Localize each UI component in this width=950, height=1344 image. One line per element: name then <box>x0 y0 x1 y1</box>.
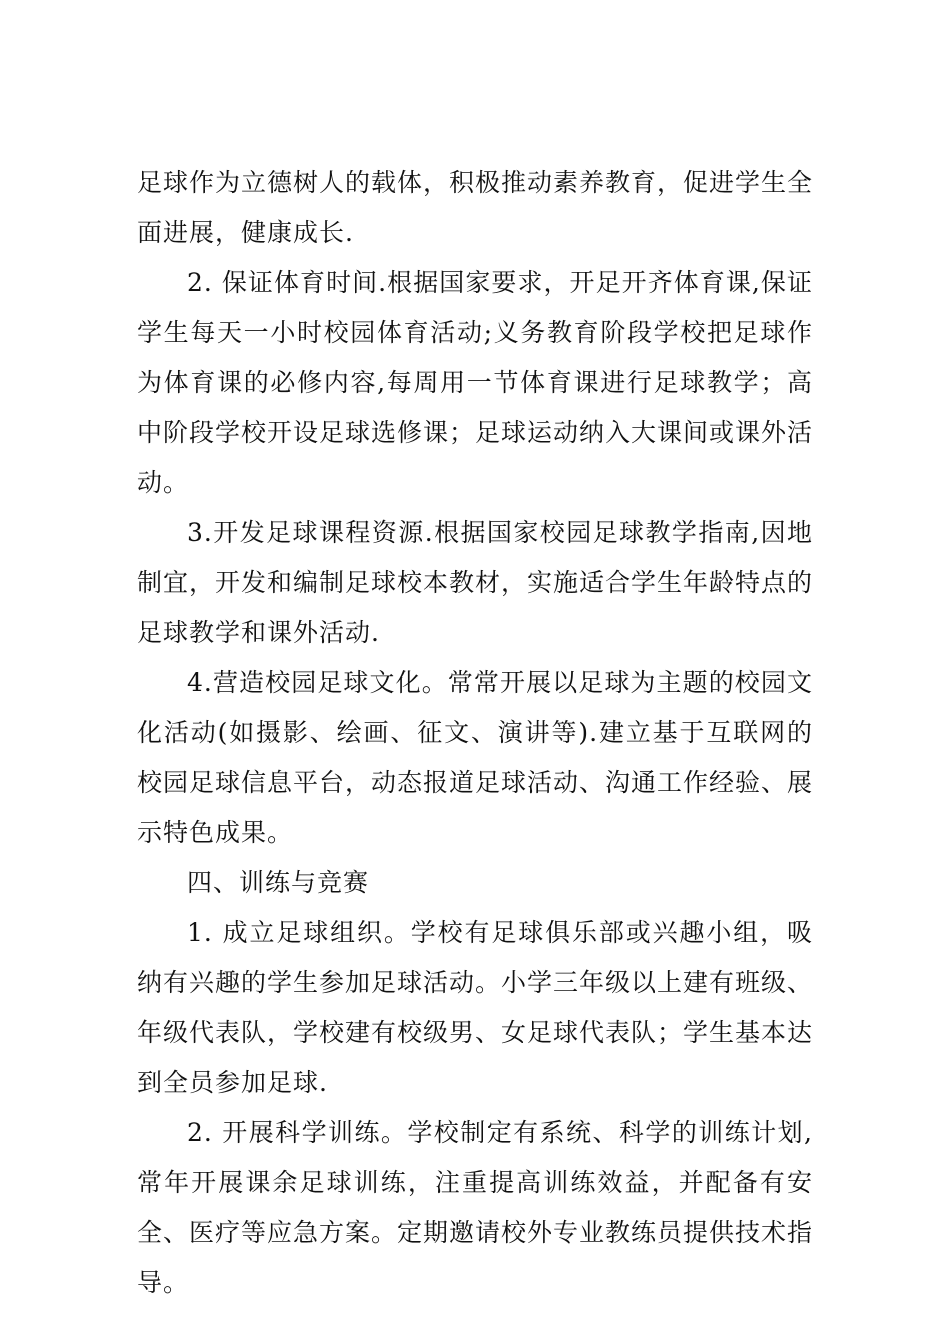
paragraph-item-1-organization: 1. 成立足球组织。学校有足球俱乐部或兴趣小组，吸纳有兴趣的学生参加足球活动。小学三年级以上建有班级、年级代表队，学校建有校级男、女足球代表队；学生基本达到全员参加足球. <box>137 918 814 1097</box>
paragraph-item-2-sports-time: 2. 保证体育时间.根据国家要求，开足开齐体育课,保证学生每天一小时校园体育活动;义务教育阶段学校把足球作为体育课的必修内容,每周用一节体育课进行足球教学；高中阶段学校开设足球选修课；足球运动纳入大课间或课外活动。 <box>137 268 814 497</box>
paragraph-continuation: 足球作为立德树人的载体，积极推动素养教育，促进学生全面进展，健康成长. <box>137 168 814 247</box>
document-body <box>137 158 813 1308</box>
section-heading-training: 四、训练与竞赛 <box>187 868 370 897</box>
paragraph-item-2-training: 2. 开展科学训练。学校制定有系统、科学的训练计划,常年开展课余足球训练，注重提高训练效益，并配备有安全、医疗等应急方案。定期邀请校外专业教练员提供技术指导。 <box>137 1118 814 1297</box>
paragraph-item-3-curriculum: 3.开发足球课程资源.根据国家校园足球教学指南,因地制宜，开发和编制足球校本教材，实施适合学生年龄特点的足球教学和课外活动. <box>137 518 814 647</box>
paragraph-item-4-culture: 4.营造校园足球文化。常常开展以足球为主题的校园文化活动(如摄影、绘画、征文、演讲等).建立基于互联网的校园足球信息平台，动态报道足球活动、沟通工作经验、展示特色成果。 <box>137 668 814 847</box>
